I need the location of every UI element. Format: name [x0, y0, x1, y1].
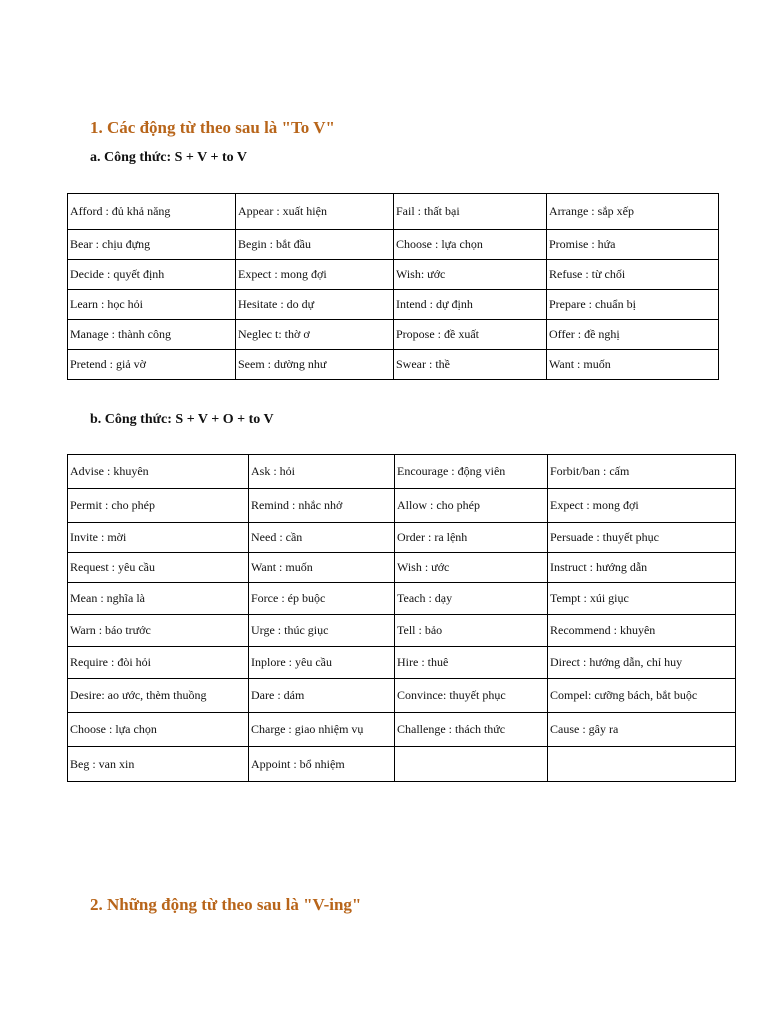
table-cell: Neglec t: thờ ơ: [236, 320, 394, 350]
table-cell: Ask : hỏi: [249, 455, 395, 489]
table-cell: Hire : thuê: [395, 647, 548, 679]
table-cell: Arrange : sắp xếp: [547, 194, 719, 230]
table-cell: Invite : mời: [68, 523, 249, 553]
table-row: [68, 260, 719, 290]
table-cell: Wish: ước: [394, 260, 547, 290]
table-cell: Permit : cho phép: [68, 489, 249, 523]
table-cell: Cause : gây ra: [548, 713, 736, 747]
table-cell: Tempt : xúi giục: [548, 583, 736, 615]
table-cell: Dare : dám: [249, 679, 395, 713]
table-cell: Remind : nhắc nhở: [249, 489, 395, 523]
table-cell: Convince: thuyết phục: [395, 679, 548, 713]
table-cell: Offer : đề nghị: [547, 320, 719, 350]
table-cell: Learn : học hỏi: [68, 290, 236, 320]
table-row: [68, 523, 736, 553]
table-row: [68, 350, 719, 380]
table-cell: Promise : hứa: [547, 230, 719, 260]
table-cell: Allow : cho phép: [395, 489, 548, 523]
table-cell: Encourage : động viên: [395, 455, 548, 489]
table-cell: Persuade : thuyết phục: [548, 523, 736, 553]
table-cell: Expect : mong đợi: [236, 260, 394, 290]
table-cell: Warn : báo trước: [68, 615, 249, 647]
table-cell: Want : muốn: [547, 350, 719, 380]
table-cell: Advise : khuyên: [68, 455, 249, 489]
table-row: [68, 553, 736, 583]
table-cell: Compel: cưỡng bách, bắt buộc: [548, 679, 736, 713]
table-cell: Bear : chịu đựng: [68, 230, 236, 260]
table-cell: Pretend : giả vờ: [68, 350, 236, 380]
table-cell: Begin : bắt đầu: [236, 230, 394, 260]
table-cell: Require : đòi hỏi: [68, 647, 249, 679]
table-row: [68, 320, 719, 350]
section-1-title: 1. Các động từ theo sau là "To V": [90, 118, 335, 137]
table-row: [68, 455, 736, 489]
table-row: [68, 615, 736, 647]
table-cell: Choose : lựa chọn: [394, 230, 547, 260]
table-row: [68, 290, 719, 320]
table-cell: Appear : xuất hiện: [236, 194, 394, 230]
table-cell: Beg : van xin: [68, 747, 249, 782]
table-cell: Order : ra lệnh: [395, 523, 548, 553]
table-cell: Want : muốn: [249, 553, 395, 583]
table-row: [68, 679, 736, 713]
table-cell: Wish : ước: [395, 553, 548, 583]
table-row: [68, 230, 719, 260]
table-cell: Forbit/ban : cấm: [548, 455, 736, 489]
table-cell: Charge : giao nhiệm vụ: [249, 713, 395, 747]
table-cell: Appoint : bổ nhiệm: [249, 747, 395, 782]
table-cell: Tell : bảo: [395, 615, 548, 647]
table-row: [68, 194, 719, 230]
table-cell: Seem : dường như: [236, 350, 394, 380]
table-cell: Intend : dự định: [394, 290, 547, 320]
formula-a: a. Công thức: S + V + to V: [90, 150, 247, 165]
table-cell: Hesitate : do dự: [236, 290, 394, 320]
table-cell: Swear : thề: [394, 350, 547, 380]
section-2-title: 2. Những động từ theo sau là "V-ing": [90, 895, 362, 914]
table-cell: Prepare : chuẩn bị: [547, 290, 719, 320]
table-cell: Fail : thất bại: [394, 194, 547, 230]
table-cell: Propose : đề xuất: [394, 320, 547, 350]
table-cell: Recommend : khuyên: [548, 615, 736, 647]
table-cell: Instruct : hướng dẫn: [548, 553, 736, 583]
table-cell: Force : ép buộc: [249, 583, 395, 615]
table-cell: Choose : lựa chọn: [68, 713, 249, 747]
table-row: [68, 747, 736, 782]
table-cell: [548, 747, 736, 782]
table-cell: Direct : hướng dẫn, chỉ huy: [548, 647, 736, 679]
table-b: [67, 454, 736, 782]
table-cell: Refuse : từ chối: [547, 260, 719, 290]
table-cell: Teach : dạy: [395, 583, 548, 615]
table-cell: Mean : nghĩa là: [68, 583, 249, 615]
table-cell: Request : yêu cầu: [68, 553, 249, 583]
table-row: [68, 489, 736, 523]
table-row: [68, 583, 736, 615]
table-cell: Inplore : yêu cầu: [249, 647, 395, 679]
table-cell: Desire: ao ước, thèm thuồng: [68, 679, 249, 713]
table-cell: Expect : mong đợi: [548, 489, 736, 523]
table-cell: Need : cần: [249, 523, 395, 553]
table-cell: Decide : quyết định: [68, 260, 236, 290]
table-cell: [395, 747, 548, 782]
table-cell: Challenge : thách thức: [395, 713, 548, 747]
table-a: [67, 193, 719, 380]
table-cell: Urge : thúc giục: [249, 615, 395, 647]
formula-b: b. Công thức: S + V + O + to V: [90, 412, 274, 427]
table-row: [68, 713, 736, 747]
table-row: [68, 647, 736, 679]
table-cell: Afford : đủ khả năng: [68, 194, 236, 230]
table-cell: Manage : thành công: [68, 320, 236, 350]
